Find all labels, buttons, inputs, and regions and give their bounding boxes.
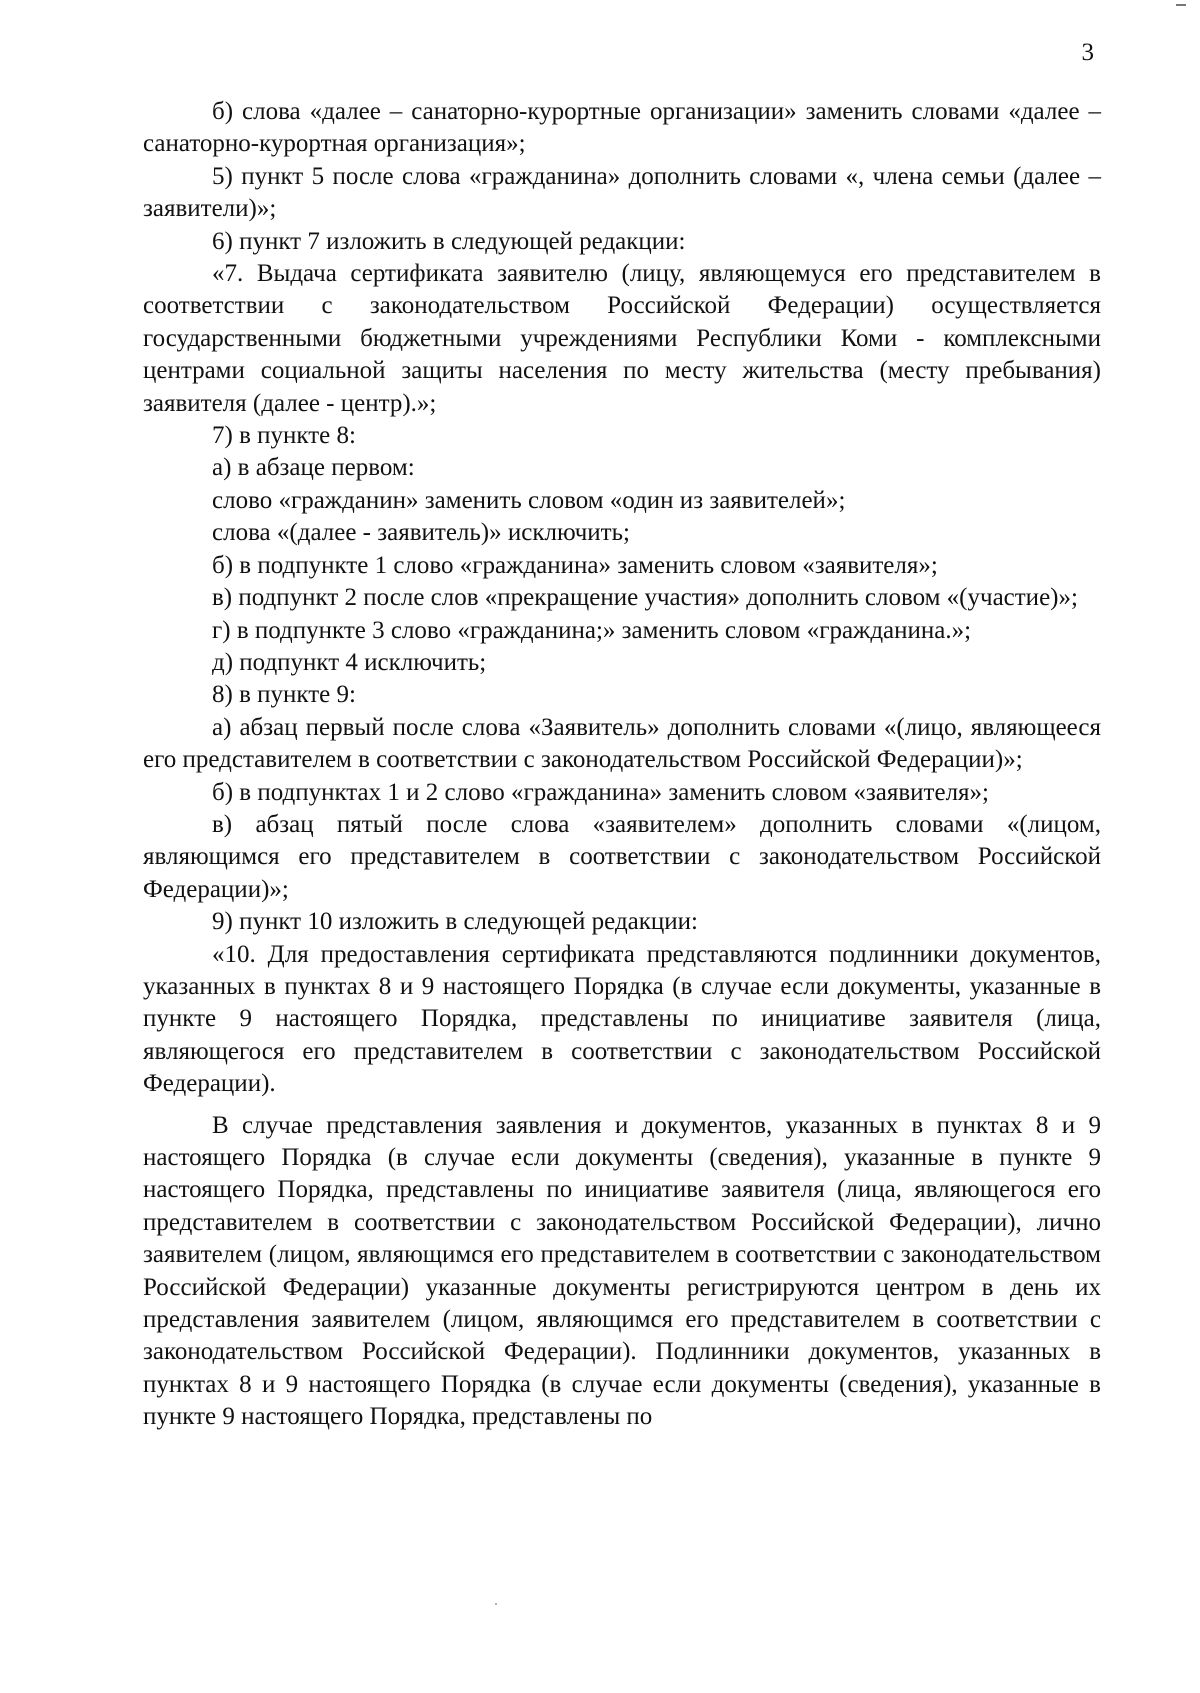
paragraph: 9) пункт 10 изложить в следующей редакции: [212, 908, 698, 936]
paragraph: «10. Для предоставления сертификата представляются подлинники документов, указанных в пунктах 8 и 9 настоящего Порядка (в случае если документы, указанные в пункте 9 настоящего Порядка, представлены по инициативе заявителя (лица, являющегося его представителем в соответствии с законодательством Российской Федерации). [143, 940, 1101, 1098]
paragraph: а) в абзаце первом: [212, 454, 415, 482]
paragraph: а) абзац первый после слова «Заявитель» дополнить словами «(лицо, являющееся его представителем в соответствии с законодательством Российской Федерации)»; [143, 713, 1101, 774]
paragraph: в) абзац пятый после слова «заявителем» дополнить словами «(лицом, являющимся его представителем в соответствии с законодательством Российской Федерации)»; [143, 810, 1101, 903]
paragraph: слова «(далее - заявитель)» исключить; [212, 519, 630, 547]
page-number: 3 [1081, 39, 1094, 66]
paragraph: б) в подпунктах 1 и 2 слово «гражданина» заменить словом «заявителя»; [212, 778, 990, 806]
paragraph: 7) в пункте 8: [212, 422, 356, 450]
paragraph: 6) пункт 7 изложить в следующей редакции: [212, 227, 686, 255]
paragraph: 5) пункт 5 после слова «гражданина» дополнить словами «, члена семьи (далее – заявители)»; [143, 162, 1101, 223]
paragraph: «7. Выдача сертификата заявителю (лицу, являющемуся его представителем в соответствии с законодательством Российской Федерации) осуществляется государственными бюджетными учреждениями Республики Коми - комплексными центрами социальной защиты населения по месту жительства (месту пребывания) заявителя (далее - центр).»; [143, 260, 1101, 417]
paragraph: д) подпункт 4 исключить; [212, 648, 487, 676]
paragraph: г) в подпункте 3 слово «гражданина;» заменить словом «гражданина.»; [212, 616, 972, 644]
paragraph: в) подпункт 2 после слов «прекращение участия» дополнить словом «(участие)»; [212, 584, 1078, 612]
scan-mark [1176, 4, 1186, 6]
paragraph: слово «гражданин» заменить словом «один из заявителей»; [212, 486, 846, 514]
scan-speck [495, 1603, 497, 1605]
paragraph: В случае представления заявления и документов, указанных в пунктах 8 и 9 настоящего Порядка (в случае если документы (сведения), указанные в пункте 9 настоящего Порядка, представлены по инициативе заявителя (лица, являющегося его представителем в соответствии с законодательством Российской Федерации), лично заявителем (лицом, являющимся его представителем в соответствии с законодательством Российской Федерации) указанные документы регистрируются центром в день их представления заявителем (лицом, являющимся его представителем в соответствии с законодательством Российской Федерации). Подлинники документов, указанных в пунктах 8 и 9 настоящего Порядка (в случае если документы (сведения), указанные в пункте 9 настоящего Порядка, представлены по [143, 1111, 1101, 1431]
paragraph: б) в подпункте 1 слово «гражданина» заменить словом «заявителя»; [212, 551, 938, 579]
paragraph: 8) в пункте 9: [212, 681, 356, 709]
paragraph: б) слова «далее – санаторно-курортные организации» заменить словами «далее – санаторно-курортная организация»; [143, 98, 1101, 158]
document-body [143, 96, 1101, 1434]
